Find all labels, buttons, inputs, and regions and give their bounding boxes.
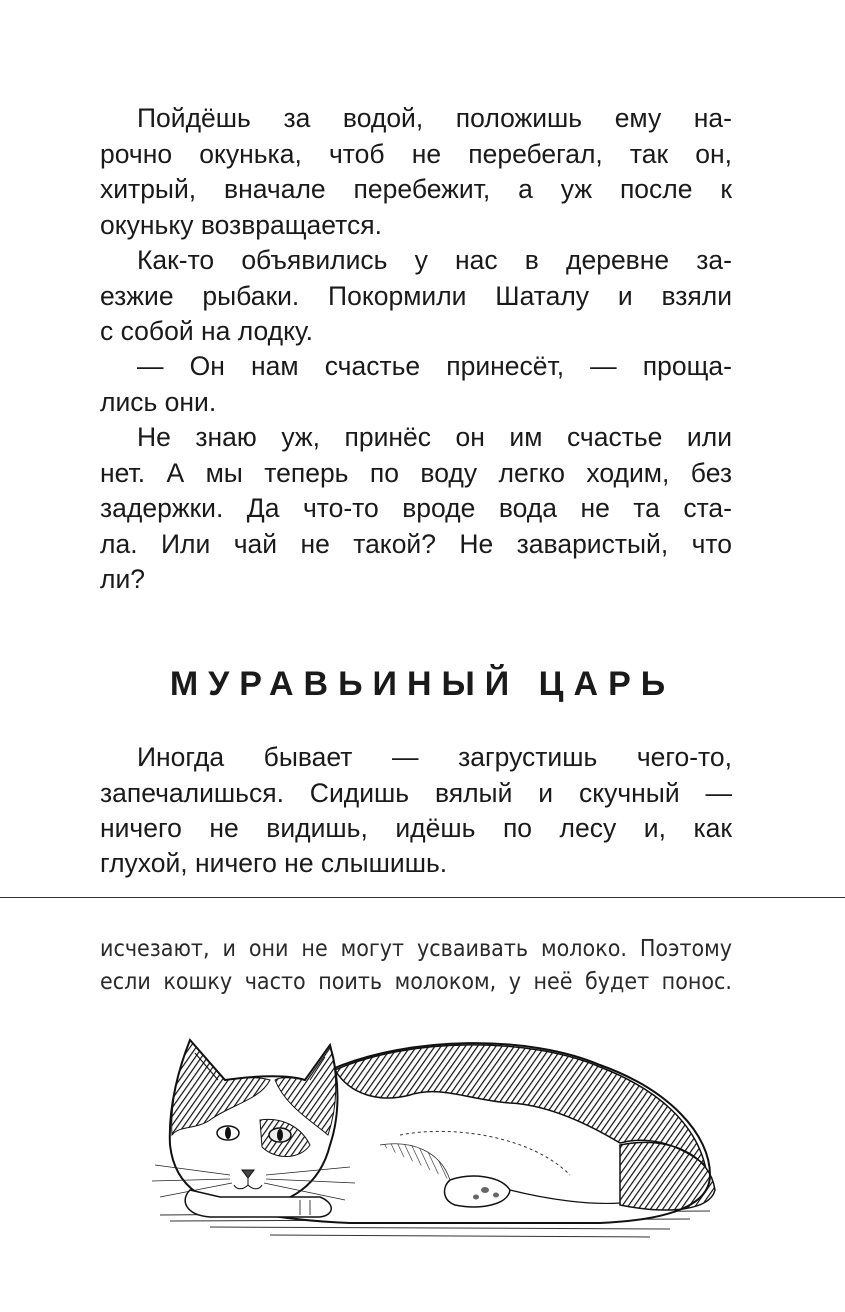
- text-line: запечалишься. Сидишь вялый и скучный —: [100, 778, 732, 808]
- text-line: рочно окунька, чтоб не перебегал, так он,: [100, 139, 732, 169]
- text-line: ла. Или чай не такой? Не заваристый, что: [100, 529, 732, 559]
- text-line: ничего не видишь, идёшь по лесу и, как: [100, 813, 732, 843]
- footnote-line: исчезают, и они не могут усваивать молоко. Поэтому: [100, 936, 732, 962]
- text-line: — Он нам счастье принесёт, — проща-: [137, 351, 732, 381]
- chapter-title: МУРАВЬИНЫЙ ЦАРЬ: [169, 665, 676, 703]
- text-line: ли?: [100, 564, 146, 594]
- text-line: Иногда бывает — загрустишь чего-то,: [137, 742, 732, 772]
- footnote-divider: [0, 897, 845, 898]
- text-line: лись они.: [100, 387, 217, 417]
- text-line: Пойдёшь за водой, положишь ему на-: [137, 103, 732, 133]
- footnote-line: если кошку часто поить молоком, у неё будет понос.: [100, 969, 732, 995]
- text-line: хитрый, вначале перебежит, а уж после к: [100, 174, 732, 204]
- text-line: Не знаю уж, принёс он им счастье или: [137, 422, 732, 452]
- text-line: езжие рыбаки. Покормили Шаталу и взяли: [100, 281, 732, 311]
- text-line: Как-то объявились у нас в деревне за-: [137, 245, 732, 275]
- text-line: с собой на лодку.: [100, 316, 313, 346]
- text-line: нет. А мы теперь по воду легко ходим, без: [100, 458, 732, 488]
- text-line: глухой, ничего не слышишь.: [100, 848, 448, 878]
- text-line: задержки. Да что-то вроде вода не та ста-: [100, 493, 732, 523]
- cat-illustration-icon: [150, 1025, 730, 1260]
- text-line: окуньку возвращается.: [100, 210, 382, 240]
